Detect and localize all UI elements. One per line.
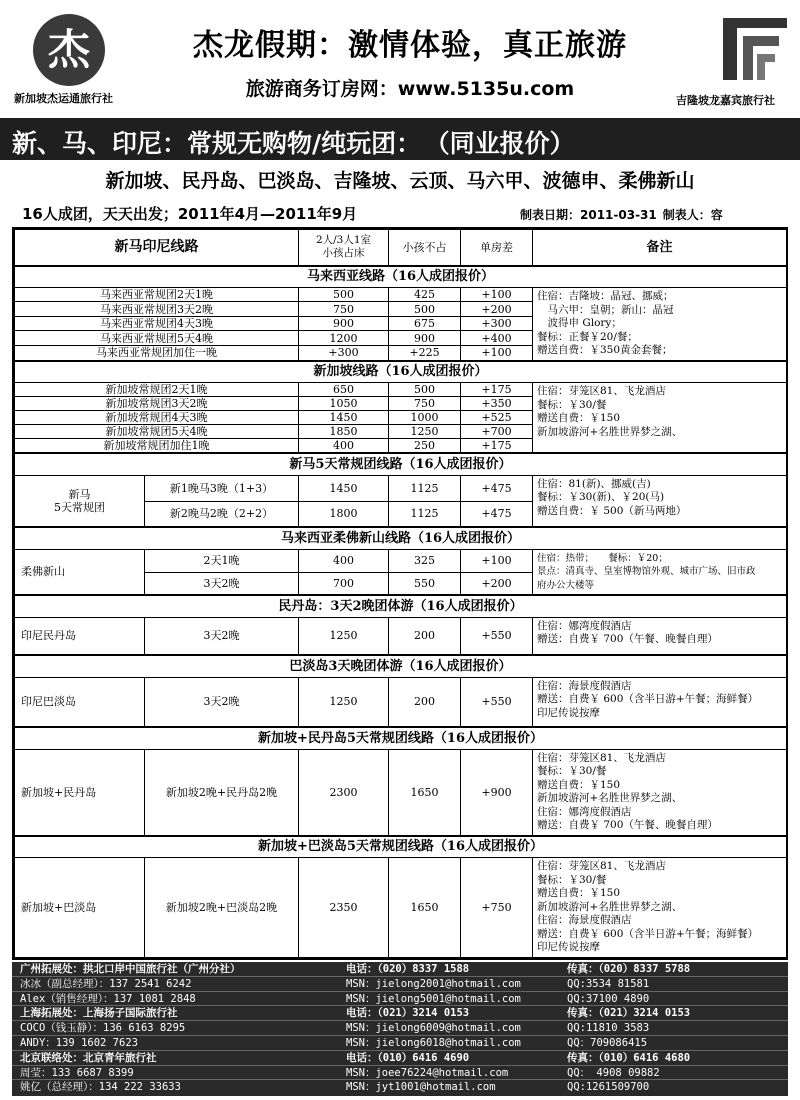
- price-table: [12, 227, 788, 960]
- price-single: +200: [461, 572, 533, 595]
- price-child: 900: [389, 331, 461, 345]
- contact-msn[interactable]: MSN：jyt1001@hotmail.com: [346, 1081, 496, 1094]
- contact-fax: 传真：（010）6416 4680: [567, 1051, 691, 1064]
- contact-msn[interactable]: MSN：jielong6018@hotmail.com: [346, 1037, 521, 1049]
- contact-phone[interactable]: 电话：（010）6416 4690: [346, 1051, 470, 1064]
- price-child: 1650: [389, 858, 461, 958]
- note-line: 赠送自费：￥150: [537, 412, 621, 424]
- price-single: +300: [461, 316, 533, 330]
- group-name: 印尼民丹岛: [15, 617, 145, 655]
- col-adult-line2: 小孩占床: [322, 247, 365, 260]
- table-row: [15, 617, 787, 655]
- section-title: 新加坡线路（16人成团报价）: [15, 361, 787, 383]
- made-date: 制表日期：2011-03-31: [520, 208, 657, 222]
- agency-name-left: 新加坡杰运通旅行社: [14, 92, 113, 105]
- contact-name: 上海拓展处：上海扬子国际旅行社: [20, 1007, 178, 1020]
- contact-row: [12, 1021, 788, 1036]
- contact-msn[interactable]: MSN：jielong5001@hotmail.com: [346, 992, 521, 1005]
- contact-msn[interactable]: MSN：joee76224@hotmail.com: [346, 1066, 509, 1079]
- route-name: 新加坡常规团2天1晚: [15, 383, 299, 397]
- price-adult: +300: [299, 345, 389, 360]
- tour-info: 16人成团，天天出发；2011年4月—2011年9月: [22, 205, 358, 223]
- notes-cell: [533, 475, 787, 527]
- contact-row: [12, 1080, 788, 1095]
- contact-panel: [12, 962, 788, 1096]
- notes-cell: [533, 549, 787, 595]
- note-line: 景点：清真寺、皇室博物馆外观、城市广场、旧市政: [537, 566, 756, 577]
- col-single: 单房差: [461, 230, 533, 266]
- price-child: 675: [389, 316, 461, 330]
- contact-name: Alex（销售经理）：137 1081 2848: [20, 992, 196, 1005]
- route-name: 新加坡2晚+民丹岛2晚: [145, 749, 299, 836]
- price-adult: 400: [299, 439, 389, 454]
- price-single: +525: [461, 411, 533, 425]
- price-adult: 1050: [299, 397, 389, 411]
- contact-fax: 传真：（021）3214 0153: [567, 1007, 691, 1020]
- contact-msn[interactable]: MSN：jielong2001@hotmail.com: [346, 977, 521, 990]
- section-header: [15, 595, 787, 617]
- price-single: +475: [461, 501, 533, 527]
- note-line: 住宿：芽笼区81、飞龙酒店: [537, 860, 666, 872]
- note-line: 住宿：娜湾度假酒店: [537, 805, 632, 818]
- price-single: +700: [461, 425, 533, 439]
- made-by: 制表人：容: [662, 208, 723, 222]
- contact-name: 周莹：133 6687 8399: [20, 1066, 134, 1079]
- price-child: 1000: [389, 411, 461, 425]
- route-name: 马来西亚常规团3天2晚: [15, 302, 299, 316]
- price-child: 200: [389, 617, 461, 655]
- section-title: 新加坡+民丹岛5天常规团线路（16人成团报价）: [15, 727, 787, 749]
- contact-msn[interactable]: MSN：jielong6009@hotmail.com: [346, 1022, 521, 1035]
- note-line: 马六甲：皇朝；新山：晶冠: [537, 303, 674, 316]
- note-line: 餐标：￥30/餐: [537, 873, 607, 886]
- contact-row: [12, 962, 788, 977]
- section-header: [15, 453, 787, 475]
- contact-name: 冰冰（副总经理）：137 2541 6242: [20, 977, 192, 990]
- price-single: +100: [461, 549, 533, 572]
- table-row: [15, 475, 787, 501]
- section-header: [15, 655, 787, 677]
- section-title: 巴淡岛3天晚团体游（16人成团报价）: [15, 655, 787, 677]
- note-line: 赠送自费：￥ 500（新马两地）: [537, 504, 687, 517]
- contact-qq: QQ:3534 81581: [567, 977, 650, 990]
- group-name: 印尼巴淡岛: [15, 677, 145, 727]
- contact-phone[interactable]: 电话：（020）8337 1588: [346, 963, 470, 975]
- banner: [0, 118, 800, 160]
- group-name: 新加坡+民丹岛: [15, 749, 145, 836]
- section-title: 民丹岛：3天2晚团体游（16人成团报价）: [15, 595, 787, 617]
- price-adult: 750: [299, 302, 389, 316]
- price-single: +400: [461, 331, 533, 345]
- note-line: 印尼传说按摩: [537, 706, 600, 719]
- contact-qq: QQ： 4908 09882: [567, 1066, 660, 1079]
- price-single: +550: [461, 617, 533, 655]
- price-adult: 500: [299, 288, 389, 302]
- group-line2: 5天常规团: [54, 500, 105, 514]
- price-adult: 1250: [299, 677, 389, 727]
- note-line: 赠送自费：￥350黄金套餐；: [537, 344, 673, 356]
- contact-row: [12, 1051, 788, 1066]
- page-title: 杰龙假期：激情体验，真正旅游: [193, 28, 627, 63]
- route-name: 马来西亚常规团加住一晚: [15, 345, 299, 360]
- route-name: 新1晚马3晚（1+3）: [145, 475, 299, 501]
- route-name: 新加坡常规团5天4晚: [15, 425, 299, 439]
- price-single: +550: [461, 677, 533, 727]
- route-name: 新加坡常规团4天3晚: [15, 411, 299, 425]
- table-row: [15, 288, 787, 302]
- group-name: 新加坡+巴淡岛: [15, 858, 145, 958]
- price-single: +350: [461, 397, 533, 411]
- banner-tag: （同业报价）: [437, 129, 575, 158]
- price-child: 200: [389, 677, 461, 727]
- price-child: 500: [389, 302, 461, 316]
- price-adult: 1450: [299, 475, 389, 501]
- route-name: 马来西亚常规团5天4晚: [15, 331, 299, 345]
- route-name: 3天2晚: [145, 572, 299, 595]
- section-header: [15, 836, 787, 858]
- note-line: 府办公大楼等: [537, 579, 595, 591]
- col-adult-line1: 2人/3人1室: [315, 234, 372, 247]
- note-line: 住宿：吉隆坡：晶冠、挪威；: [537, 290, 674, 302]
- price-child: 750: [389, 397, 461, 411]
- price-single: +175: [461, 383, 533, 397]
- price-child: 1650: [389, 749, 461, 836]
- table-row: [15, 749, 787, 836]
- note-line: 印尼传说按摩: [537, 941, 600, 953]
- price-child: 1250: [389, 425, 461, 439]
- header: [0, 0, 800, 118]
- price-single: +750: [461, 858, 533, 958]
- price-single: +475: [461, 475, 533, 501]
- table-row: [15, 549, 787, 572]
- price-single: +200: [461, 302, 533, 316]
- table-row: [15, 858, 787, 958]
- note-line: 住宿：芽笼区81、飞龙酒店: [537, 385, 666, 397]
- price-child: 500: [389, 383, 461, 397]
- route-name: 马来西亚常规团2天1晚: [15, 288, 299, 302]
- banner-main: 新、马、印尼：常规无购物/纯玩团：: [12, 129, 422, 158]
- note-line: 住宿：海景度假酒店: [537, 679, 632, 692]
- note-line: 餐标：￥30/餐: [537, 398, 607, 411]
- price-child: 425: [389, 288, 461, 302]
- note-line: 住宿：海景度假酒店: [537, 914, 632, 926]
- website-line[interactable]: 旅游商务订房网：www.5135u.com: [245, 78, 575, 100]
- group-name: 柔佛新山: [15, 549, 145, 595]
- table-date: [520, 206, 729, 223]
- note-line: 住宿：81(新)、挪威(吉): [537, 477, 651, 490]
- route-name: 新加坡常规团3天2晚: [15, 397, 299, 411]
- contact-qq: QQ:37100 4890: [567, 992, 650, 1005]
- contact-row: [12, 1066, 788, 1081]
- note-line: 餐标：￥30(新)、￥20(马): [537, 491, 665, 503]
- price-single: +175: [461, 439, 533, 454]
- table-row: [15, 383, 787, 397]
- notes-cell: [533, 617, 787, 655]
- table-header: [15, 230, 787, 266]
- col-child: 小孩不占: [389, 230, 461, 266]
- route-name: 马来西亚常规团4天3晚: [15, 316, 299, 330]
- note-line: 新加坡游河+名胜世界梦之湖、: [537, 900, 683, 913]
- table-row: [15, 677, 787, 727]
- price-adult: 1450: [299, 411, 389, 425]
- note-line: 波得申 Glory；: [537, 317, 622, 329]
- price-adult: 2300: [299, 749, 389, 836]
- price-single: +100: [461, 345, 533, 360]
- notes-cell: [533, 677, 787, 727]
- note-line: 赠送：自费￥ 600（含半日游+午餐；海鲜餐）: [537, 927, 759, 940]
- route-name: 3天2晚: [145, 677, 299, 727]
- route-name: 2天1晚: [145, 549, 299, 572]
- price-child: 1125: [389, 475, 461, 501]
- notes-cell: [533, 383, 787, 454]
- note-line: 住宿：热带； 餐标：￥20；: [537, 552, 668, 564]
- section-title: 新加坡+巴淡岛5天常规团线路（16人成团报价）: [15, 836, 787, 858]
- price-child: 250: [389, 439, 461, 454]
- contact-qq: QQ：709086415: [567, 1037, 648, 1049]
- note-line: 新加坡游河+名胜世界梦之湖、: [537, 792, 683, 804]
- contact-name: 姚亿（总经理）：134 222 33633: [20, 1081, 181, 1094]
- section-title: 新马5天常规团线路（16人成团报价）: [15, 453, 787, 475]
- section-title: 马来西亚柔佛新山线路（16人成团报价）: [15, 527, 787, 549]
- price-adult: 400: [299, 549, 389, 572]
- col-note: 备注: [533, 230, 787, 266]
- price-child: 550: [389, 572, 461, 595]
- route-name: 新加坡2晚+巴淡岛2晚: [145, 858, 299, 958]
- notes-cell: [533, 288, 787, 361]
- note-line: 餐标：正餐￥20/餐；: [537, 330, 638, 343]
- group-line1: 新马: [68, 487, 91, 501]
- note-line: 住宿：芽笼区81、飞龙酒店: [537, 751, 666, 764]
- note-line: 赠送自费：￥150: [537, 887, 621, 899]
- contact-row: [12, 1036, 788, 1051]
- contact-row: [12, 992, 788, 1007]
- contact-name: 北京联络处：北京青年旅行社: [20, 1051, 157, 1064]
- route-name: 新加坡常规团加住1晚: [15, 439, 299, 454]
- price-adult: 1200: [299, 331, 389, 345]
- contact-name: COCO（钱玉静）：136 6163 8295: [20, 1022, 186, 1035]
- price-adult: 1800: [299, 501, 389, 527]
- section-header: [15, 727, 787, 749]
- price-single: +100: [461, 288, 533, 302]
- price-adult: 1250: [299, 617, 389, 655]
- price-adult: 900: [299, 316, 389, 330]
- contact-row: [12, 977, 788, 992]
- section-header: [15, 361, 787, 383]
- price-child: +225: [389, 345, 461, 360]
- price-child: 325: [389, 549, 461, 572]
- col-route: 新马印尼线路: [15, 230, 299, 266]
- contact-row: [12, 1006, 788, 1021]
- note-line: 新加坡游河+名胜世界梦之湖、: [537, 425, 683, 438]
- notes-cell: [533, 858, 787, 958]
- partner-logo-icon: [717, 14, 793, 86]
- col-adult: [299, 230, 389, 266]
- note-line: 赠送：自费￥ 700（午餐、晚餐自理）: [537, 633, 718, 645]
- section-header: [15, 527, 787, 549]
- contact-name: 广州拓展处：拱北口岸中国旅行社（广州分社）: [20, 963, 241, 975]
- contact-fax: 传真：（020）8337 5788: [567, 963, 691, 975]
- price-single: +900: [461, 749, 533, 836]
- price-adult: 2350: [299, 858, 389, 958]
- section-header: [15, 266, 787, 288]
- contact-phone[interactable]: 电话：（021）3214 0153: [346, 1007, 470, 1020]
- note-line: 赠送：自费￥ 600（含半日游+午餐；海鲜餐）: [537, 693, 759, 705]
- notes-cell: [533, 749, 787, 836]
- company-logo: 杰: [33, 14, 105, 86]
- contact-name: ANDY：139 1602 7623: [20, 1037, 138, 1049]
- contact-qq: QQ:11810 3583: [567, 1022, 650, 1035]
- route-name: 新2晚马2晚（2+2）: [145, 501, 299, 527]
- group-name: [15, 475, 145, 527]
- price-child: 1125: [389, 501, 461, 527]
- note-line: 住宿：娜湾度假酒店: [537, 619, 632, 632]
- note-line: 赠送：自费￥ 700（午餐、晚餐自理）: [537, 819, 718, 831]
- route-name: 3天2晚: [145, 617, 299, 655]
- agency-name-right: 吉隆坡龙嘉宾旅行社: [676, 94, 775, 107]
- contact-qq: QQ:1261509700: [567, 1081, 650, 1094]
- section-title: 马来西亚线路（16人成团报价）: [15, 266, 787, 288]
- note-line: 赠送自费：￥150: [537, 778, 621, 791]
- price-adult: 1850: [299, 425, 389, 439]
- note-line: 餐标：￥30/餐: [537, 765, 607, 777]
- city-list: 新加坡、民丹岛、巴淡岛、吉隆坡、云顶、马六甲、波德申、柔佛新山: [105, 170, 695, 192]
- price-adult: 700: [299, 572, 389, 595]
- price-adult: 650: [299, 383, 389, 397]
